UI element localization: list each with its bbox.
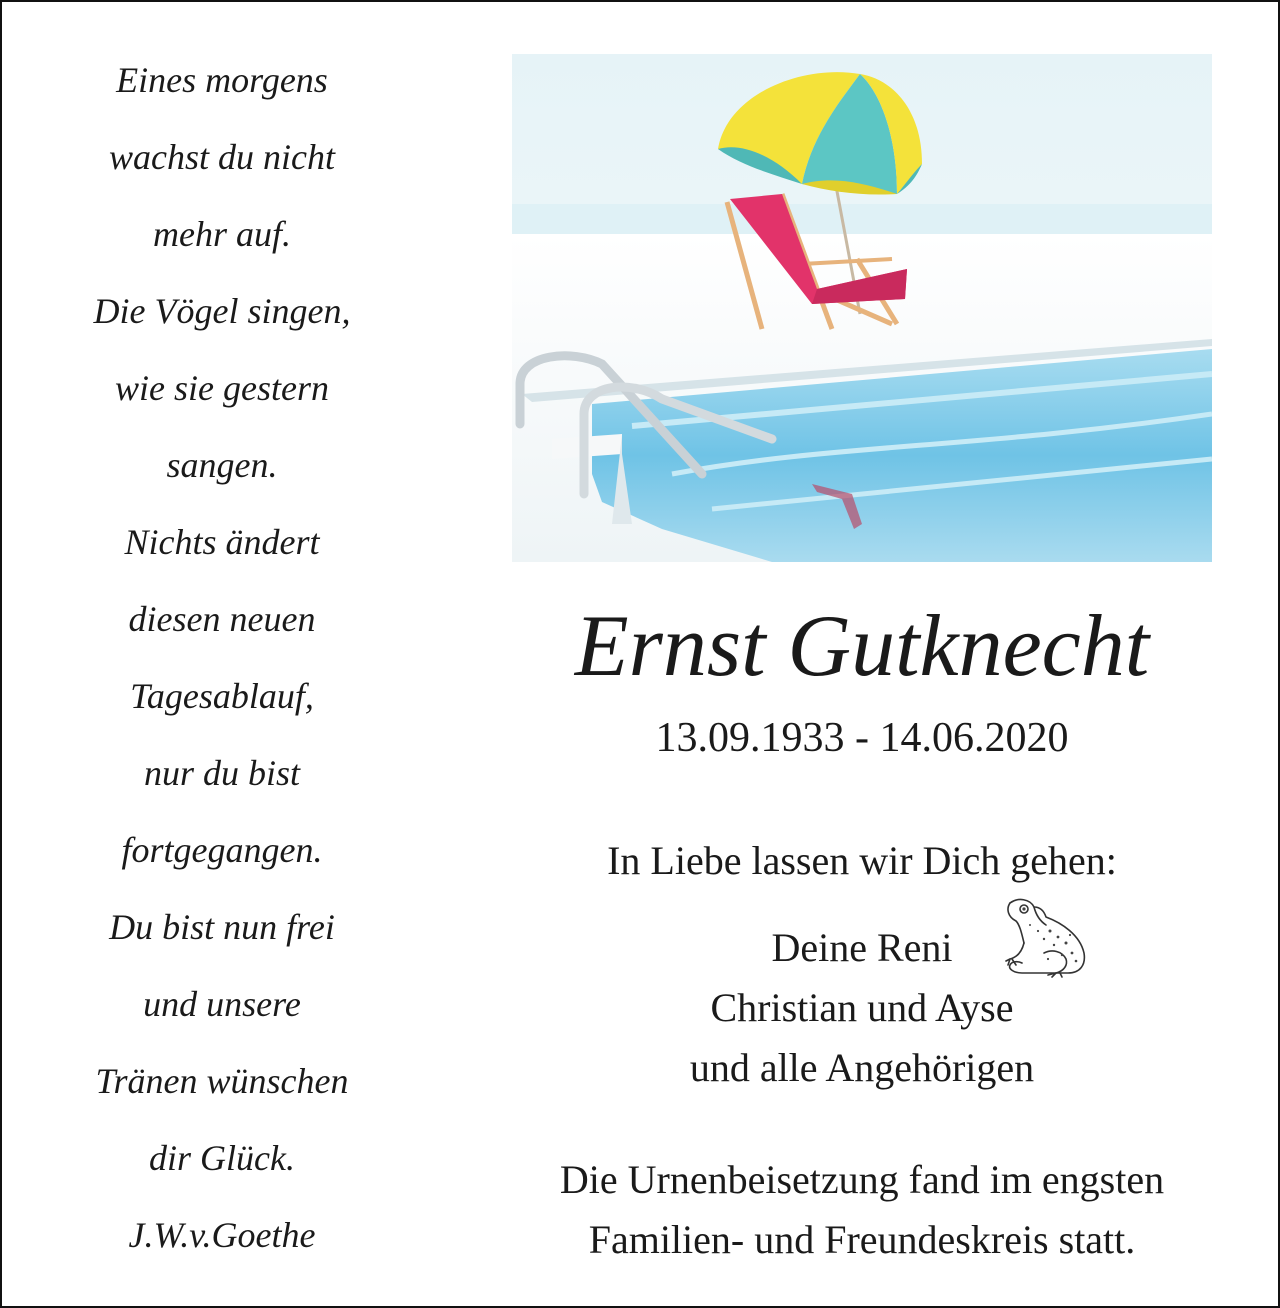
signer-line: und alle Angehörigen <box>689 1045 1035 1090</box>
poem-line: diesen neuen <box>128 599 316 639</box>
poem-author: J.W.v.Goethe <box>128 1215 316 1255</box>
poem-line: wie sie gestern <box>115 368 329 408</box>
poem-line: nur du bist <box>143 753 301 793</box>
poem-line: mehr auf. <box>153 214 291 254</box>
poem-line: Die Vögel singen, <box>93 291 351 331</box>
poem-line: fortgegangen. <box>121 830 323 870</box>
poem-line: dir Glück. <box>149 1138 295 1178</box>
life-dates: 13.09.1933 - 14.06.2020 <box>655 715 1069 761</box>
poem-line: Eines morgens <box>116 60 328 100</box>
poem-line: und unsere <box>143 984 301 1024</box>
deceased-name: Ernst Gutknecht <box>574 598 1150 695</box>
poem-line: Du bist nun frei <box>109 907 335 947</box>
poem <box>22 42 422 1274</box>
poem-line: sangen. <box>166 445 278 485</box>
poem-line: Tränen wünschen <box>95 1061 349 1101</box>
farewell-intro: In Liebe lassen wir Dich gehen: <box>607 838 1117 883</box>
pool-beach-illustration <box>512 54 1212 562</box>
poem-line: Tagesablauf, <box>130 676 314 716</box>
poem-line: Nichts ändert <box>124 522 320 562</box>
signer-line: Deine Reni <box>771 925 953 970</box>
burial-note-line: Familien- und Freundeskreis statt. <box>588 1217 1136 1262</box>
signer-line: Christian und Ayse <box>710 985 1014 1030</box>
frog-icon <box>1000 895 1090 979</box>
burial-note-line: Die Urnenbeisetzung fand im engsten <box>559 1157 1165 1202</box>
poem-line: wachst du nicht <box>109 137 335 177</box>
